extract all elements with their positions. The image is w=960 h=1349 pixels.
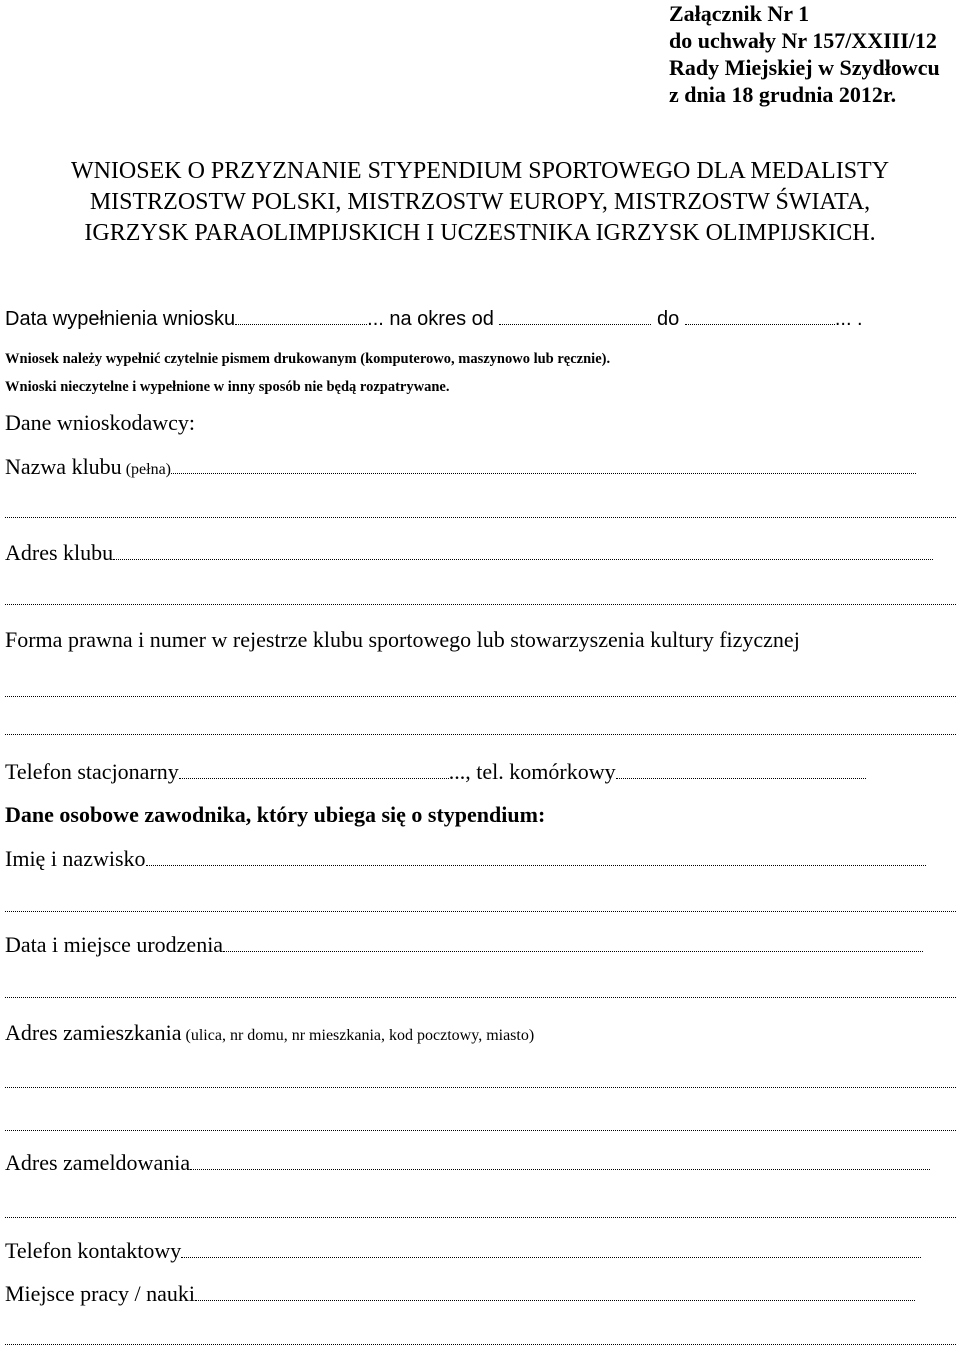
instruction-note-2: Wnioski nieczytelne i wypełnione w inny sposób nie będą rozpatrywane. xyxy=(5,379,450,395)
athlete-name-row xyxy=(5,846,956,872)
date-row-tail: ... . xyxy=(834,308,863,330)
birth-row xyxy=(5,932,956,958)
legal-form-field[interactable] xyxy=(5,674,956,697)
title-line-3: IGRZYSK PARAOLIMPIJSKICH I UCZESTNIKA IGRZYSK OLIMPIJSKICH. xyxy=(84,220,876,246)
attachment-line-4: z dnia 18 grudnia 2012r. xyxy=(669,82,897,107)
period-to-field[interactable] xyxy=(685,306,835,325)
legal-form-row xyxy=(5,627,956,653)
residence-hint: (ulica, nr domu, nr mieszkania, kod pocztowy, miasto) xyxy=(185,1027,535,1044)
athlete-name-label: Imię i nazwisko xyxy=(5,846,146,871)
registered-label: Adres zameldowania xyxy=(5,1150,191,1175)
club-address-field[interactable] xyxy=(113,541,933,560)
residence-field[interactable] xyxy=(5,1065,956,1088)
attachment-line-2: do uchwały Nr 157/XXIII/12 xyxy=(669,28,937,53)
registered-row xyxy=(5,1150,956,1176)
landline-field[interactable] xyxy=(179,760,449,779)
work-field-continued[interactable] xyxy=(5,1322,956,1345)
phone-row xyxy=(5,759,956,785)
work-field[interactable] xyxy=(195,1282,915,1301)
instruction-note-1: Wniosek należy wypełnić czytelnie pismem drukowanym (komputerowo, maszynowo lub ręcznie). xyxy=(5,351,611,367)
athlete-heading: Dane osobowe zawodnika, który ubiega się o stypendium: xyxy=(5,802,546,827)
date-row xyxy=(5,306,956,331)
club-address-label: Adres klubu xyxy=(5,540,114,565)
contact-phone-row xyxy=(5,1238,956,1264)
residence-row xyxy=(5,1020,956,1046)
legal-form-field-continued[interactable] xyxy=(5,712,956,735)
contact-phone-label: Telefon kontaktowy xyxy=(5,1238,182,1263)
attachment-header xyxy=(669,0,940,108)
work-label: Miejsce pracy / nauki xyxy=(5,1281,195,1306)
contact-phone-field[interactable] xyxy=(181,1239,921,1258)
residence-label: Adres zamieszkania xyxy=(5,1020,182,1045)
document-title xyxy=(0,156,960,249)
club-address-field-continued[interactable] xyxy=(5,582,956,605)
legal-form-label: Forma prawna i numer w rejestrze klubu sportowego lub stowarzyszenia kultury fizycznej xyxy=(5,627,800,652)
athlete-name-field[interactable] xyxy=(146,847,926,866)
club-name-field[interactable] xyxy=(171,455,916,474)
birth-label: Data i miejsce urodzenia xyxy=(5,932,224,957)
period-to-label: do xyxy=(657,308,680,330)
title-line-1: WNIOSEK O PRZYZNANIE STYPENDIUM SPORTOWEGO DLA MEDALISTY xyxy=(70,158,890,184)
club-name-field-continued[interactable] xyxy=(5,495,956,518)
mobile-label: ..., tel. komórkowy xyxy=(448,759,616,784)
residence-field-continued[interactable] xyxy=(5,1108,956,1131)
birth-field-continued[interactable] xyxy=(5,975,956,998)
registered-field[interactable] xyxy=(190,1151,930,1170)
attachment-line-3: Rady Miejskiej w Szydłowcu xyxy=(669,55,940,80)
period-from-field[interactable] xyxy=(499,306,651,325)
registered-field-continued[interactable] xyxy=(5,1195,956,1218)
applicant-heading: Dane wnioskodawcy: xyxy=(5,410,196,435)
period-from-label: ... na okres od xyxy=(367,308,494,330)
date-label: Data wypełnienia wniosku xyxy=(5,308,236,330)
club-address-row xyxy=(5,540,956,566)
club-name-label: Nazwa klubu xyxy=(5,454,122,479)
club-name-hint: (pełna) xyxy=(125,461,171,478)
birth-field[interactable] xyxy=(223,933,923,952)
athlete-name-field-continued[interactable] xyxy=(5,889,956,912)
attachment-line-1: Załącznik Nr 1 xyxy=(669,1,810,26)
mobile-field[interactable] xyxy=(616,760,866,779)
club-name-row xyxy=(5,454,956,480)
work-row xyxy=(5,1281,956,1307)
date-field[interactable] xyxy=(235,306,367,325)
title-line-2: MISTRZOSTW POLSKI, MISTRZOSTW EUROPY, MISTRZOSTW ŚWIATA, xyxy=(89,189,871,215)
landline-label: Telefon stacjonarny xyxy=(5,759,179,784)
